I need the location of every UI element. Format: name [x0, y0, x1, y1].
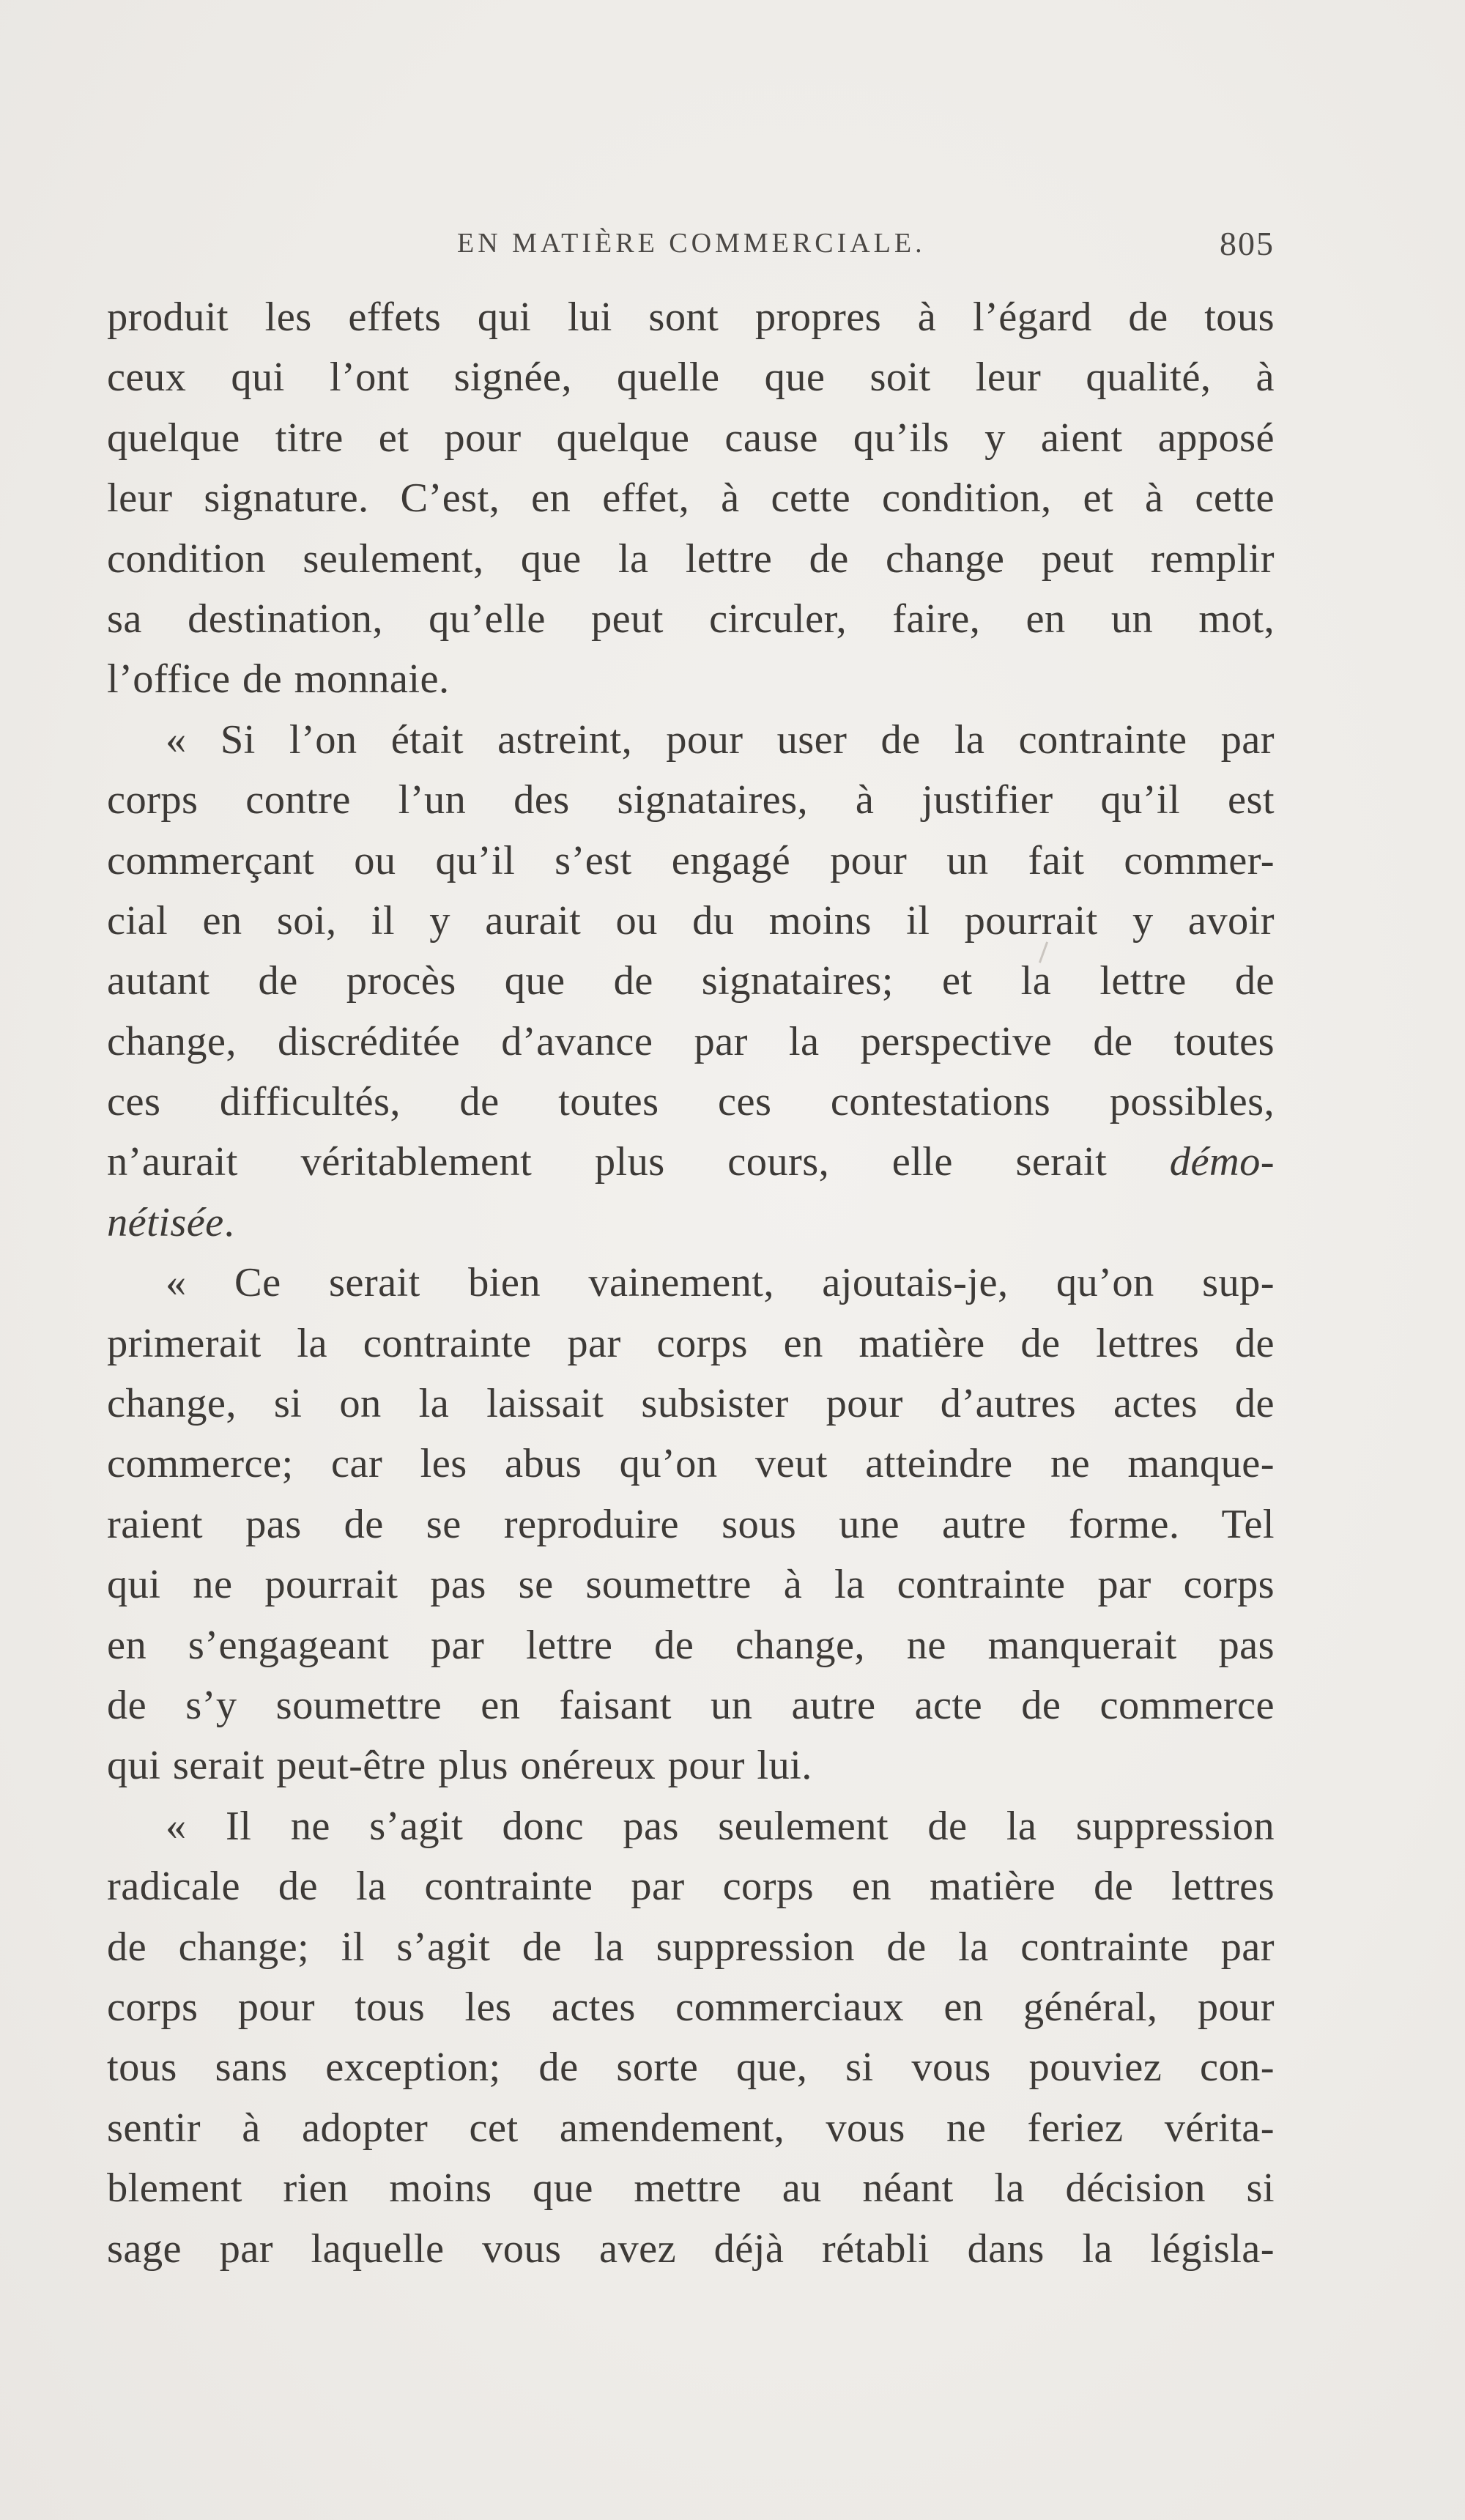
body-text — [107, 287, 1275, 2279]
text-line: de change; il s’agit de la suppression de la contrainte par — [107, 1924, 1275, 1970]
text-line: cial en soi, il y aurait ou du moins il pourrait y avoir — [107, 897, 1275, 944]
text-line: primerait la contrainte par corps en matière de lettres de — [107, 1320, 1275, 1366]
text-line: commerce; car les abus qu’on veut atteindre ne manque- — [107, 1441, 1275, 1487]
text-line: sa destination, qu’elle peut circuler, faire, en un mot, — [107, 596, 1275, 642]
text-line: en s’engageant par lettre de change, ne manquerait pas — [107, 1622, 1275, 1668]
text-line: quelque titre et pour quelque cause qu’ils y aient apposé — [107, 415, 1275, 461]
text-line: autant de procès que de signataires; et la lettre de — [107, 958, 1275, 1004]
paragraph-3 — [107, 1253, 1275, 1796]
text-line: ces difficultés, de toutes ces contestations possibles, — [107, 1079, 1275, 1125]
text-line: corps pour tous les actes commerciaux en général, pour — [107, 1984, 1275, 2030]
text-line: sentir à adopter cet amendement, vous ne feriez vérita- — [107, 2105, 1275, 2151]
text-line: raient pas de se reproduire sous une autre forme. Tel — [107, 1501, 1275, 1547]
text-line: l’office de monnaie. — [107, 656, 450, 703]
text-line: change, discréditée d’avance par la perspective de toutes — [107, 1018, 1275, 1064]
page-number: 805 — [1220, 225, 1275, 262]
text-line: « Il ne s’agit donc pas seulement de la suppression — [166, 1803, 1275, 1849]
paragraph-2 — [107, 710, 1275, 1253]
text-line: corps contre l’un des signataires, à justifier qu’il est — [107, 777, 1275, 823]
text-line: condition seulement, que la lettre de change peut remplir — [107, 536, 1275, 582]
text-line: change, si on la laissait subsister pour d’autres actes de — [107, 1381, 1275, 1427]
text-line: ceux qui l’ont signée, quelle que soit leur qualité, à — [107, 355, 1275, 401]
running-head: EN MATIÈRE COMMERCIALE. — [457, 228, 926, 259]
text-line: qui serait peut-être plus onéreux pour lui. — [107, 1743, 812, 1789]
text-line: produit les effets qui lui sont propres à l’égard de tous — [107, 294, 1275, 340]
paragraph-1 — [107, 287, 1275, 710]
text-line: blement rien moins que mettre au néant la décision si — [107, 2165, 1275, 2212]
text-line: sage par laquelle vous avez déjà rétabli dans la législa- — [107, 2226, 1275, 2272]
italic-word: nétisée — [107, 1199, 224, 1245]
text-line: tous sans exception; de sorte que, si vous pouviez con- — [107, 2045, 1275, 2091]
text-line-italic: nétisée. — [107, 1199, 235, 1245]
page-header — [107, 227, 1275, 271]
text-line: leur signature. C’est, en effet, à cette condition, et à cette — [107, 475, 1275, 522]
text-line: qui ne pourrait pas se soumettre à la contrainte par corps — [107, 1562, 1275, 1608]
text-line: « Ce serait bien vainement, ajoutais-je, qu’on sup- — [166, 1260, 1275, 1306]
text-line: radicale de la contrainte par corps en matière de lettres — [107, 1864, 1275, 1910]
text-line-with-italic — [107, 1132, 1275, 1192]
text-line: de s’y soumettre en faisant un autre acte de commerce — [107, 1682, 1275, 1728]
text-line: commerçant ou qu’il s’est engagé pour un fait commer- — [107, 837, 1275, 883]
text-segment: n’aurait véritablement plus cours, elle serait — [107, 1139, 1108, 1185]
italic-word: démo- — [1169, 1139, 1275, 1185]
text-line: « Si l’on était astreint, pour user de la contrainte par — [166, 716, 1275, 763]
paragraph-4 — [107, 1796, 1275, 2279]
